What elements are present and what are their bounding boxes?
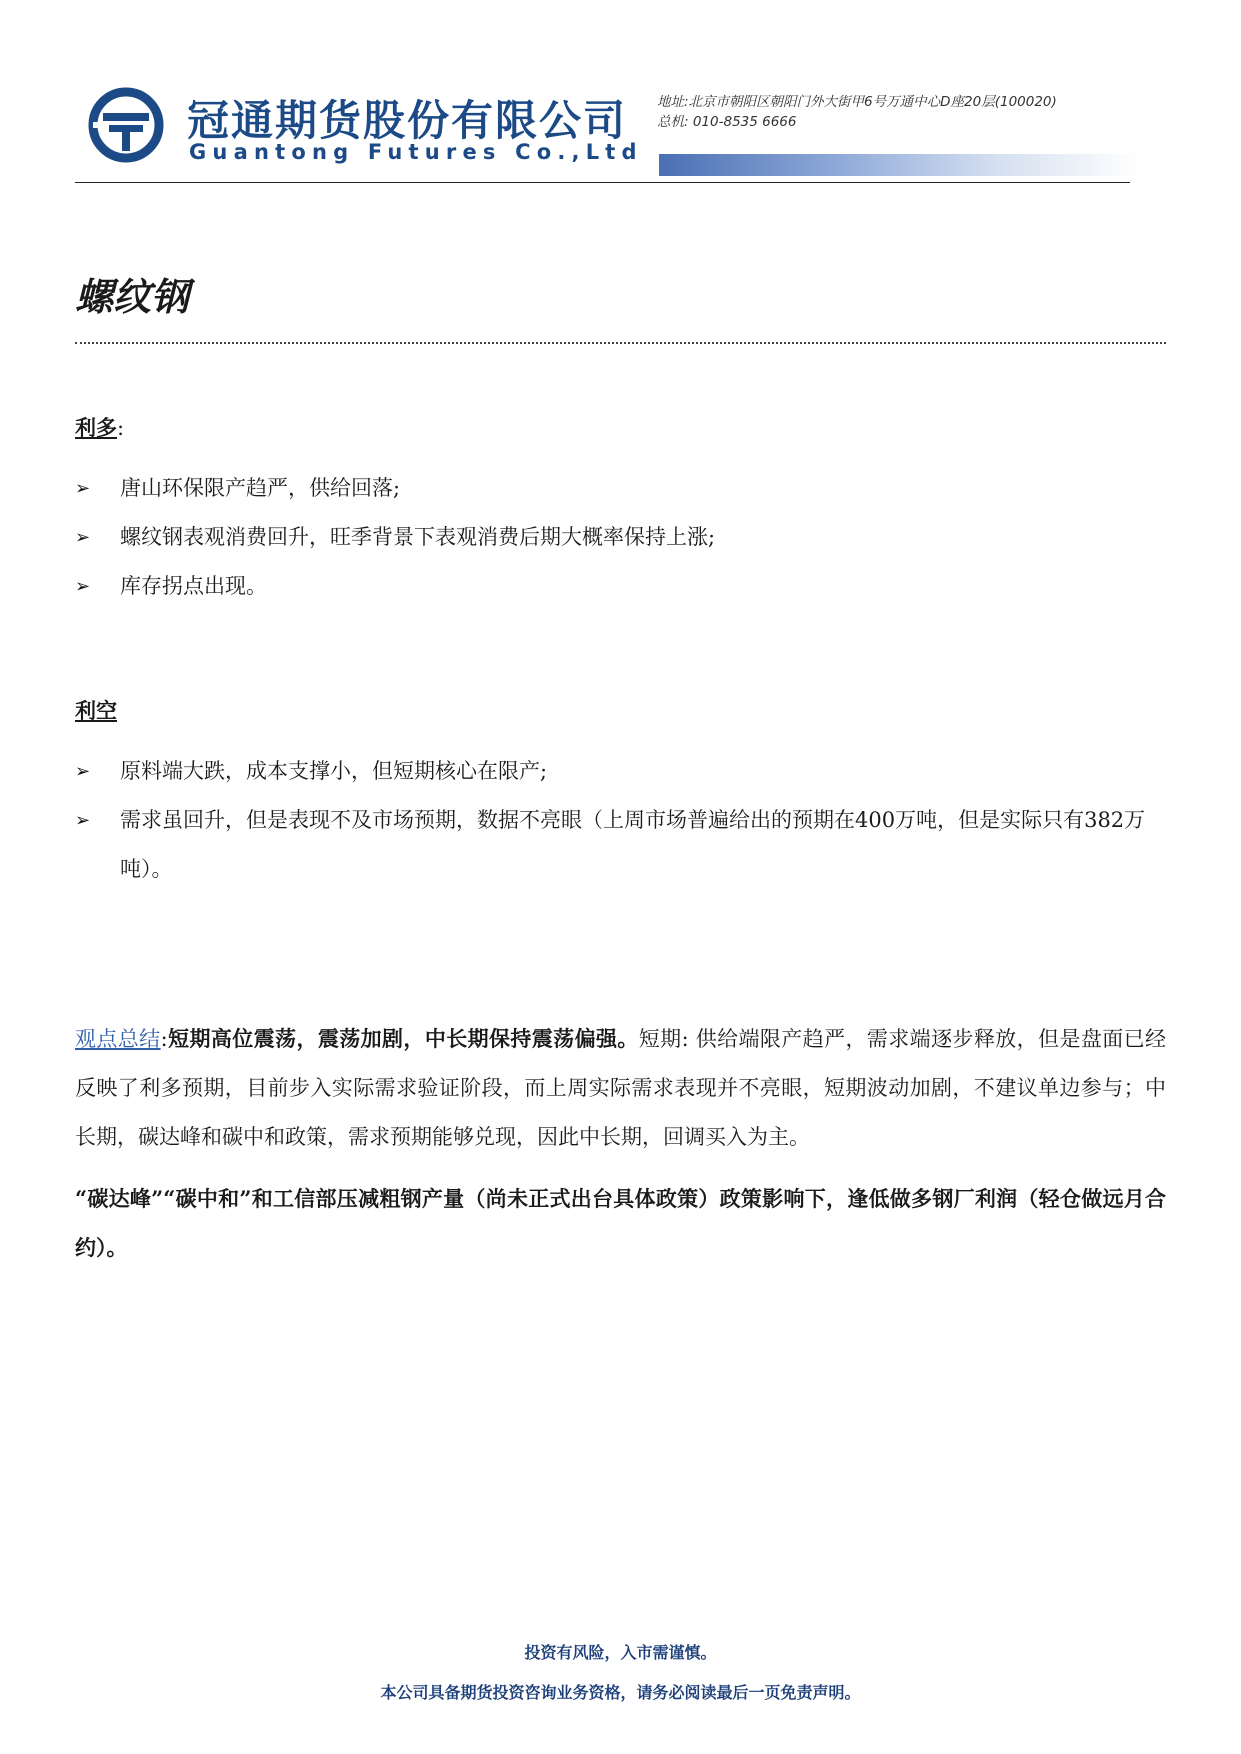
bullish-point-text: 唐山环保限产趋严，供给回落; bbox=[120, 476, 401, 500]
company-phone: 总机: 010-8535 6666 bbox=[657, 114, 797, 130]
arrow-bullet-icon: ➢ bbox=[75, 478, 91, 499]
risk-warning: 投资有风险，入市需谨慎。 bbox=[524, 1643, 717, 1662]
title-divider bbox=[75, 342, 1166, 344]
list-item bbox=[75, 747, 1166, 796]
bullish-heading-label: 利多 bbox=[75, 415, 117, 440]
header-divider bbox=[75, 182, 1130, 183]
contact-info bbox=[657, 92, 1057, 132]
company-address: 地址:北京市朝阳区朝阳门外大街甲6号万通中心D座20层(100020) bbox=[657, 94, 1057, 110]
company-name-en: Guantong Futures Co.,Ltd bbox=[189, 140, 643, 164]
page-header bbox=[75, 84, 1130, 186]
bullish-point-text: 螺纹钢表观消费回升，旺季背景下表观消费后期大概率保持上涨; bbox=[120, 525, 716, 549]
company-name-cn: 冠通期货股份有限公司 bbox=[187, 96, 628, 145]
conclusion-paragraph: “碳达峰”“碳中和”和工信部压减粗钢产量（尚未正式出台具体政策）政策影响下，逢低做多钢厂利润（轻仓做远月合约）。 bbox=[75, 1186, 1166, 1260]
bullish-heading-colon: : bbox=[117, 416, 125, 440]
document-body bbox=[75, 410, 1166, 1272]
summary-paragraph bbox=[75, 1014, 1166, 1162]
arrow-bullet-icon: ➢ bbox=[75, 576, 91, 597]
disclaimer-notice: 本公司具备期货投资咨询业务资格，请务必阅读最后一页免责声明。 bbox=[380, 1683, 861, 1702]
list-item bbox=[75, 464, 1166, 513]
arrow-bullet-icon: ➢ bbox=[75, 810, 91, 831]
bullish-point-text: 库存拐点出现。 bbox=[120, 574, 267, 598]
list-item bbox=[75, 513, 1166, 562]
list-item bbox=[75, 796, 1166, 894]
document-title: 螺纹钢 bbox=[75, 274, 190, 319]
bearish-heading-label: 利空 bbox=[75, 698, 117, 723]
header-gradient-bar bbox=[659, 154, 1139, 176]
bullish-heading bbox=[75, 410, 1166, 446]
bearish-point-text: 需求虽回升，但是表现不及市场预期，数据不亮眼（上周市场普遍给出的预期在400万吨，但是实际只有382万吨）。 bbox=[120, 808, 1146, 881]
bearish-heading bbox=[75, 693, 1166, 729]
arrow-bullet-icon: ➢ bbox=[75, 527, 91, 548]
bearish-list bbox=[75, 747, 1166, 894]
bearish-point-text: 原料端大跌，成本支撑小，但短期核心在限产; bbox=[120, 759, 548, 783]
summary-label-link[interactable]: 观点总结 bbox=[75, 1027, 161, 1051]
bullish-list bbox=[75, 464, 1166, 611]
guantong-logo-icon bbox=[87, 86, 165, 164]
list-item bbox=[75, 562, 1166, 611]
summary-key-view: 短期高位震荡，震荡加剧，中长期保持震荡偏强。 bbox=[167, 1026, 639, 1051]
summary-body: 短期: 供给端限产趋严，需求端逐步释放，但是盘面已经反映了利多预期，目前步入实际需求验证阶段，而上周实际需求表现并不亮眼，短期波动加剧，不建议单边参与；中长期，碳达峰和碳中和政策，需求预期能够兑现，因此中长期，回调买入为主。 bbox=[75, 1027, 1167, 1149]
arrow-bullet-icon: ➢ bbox=[75, 761, 91, 782]
summary-colon: : bbox=[160, 1027, 168, 1051]
